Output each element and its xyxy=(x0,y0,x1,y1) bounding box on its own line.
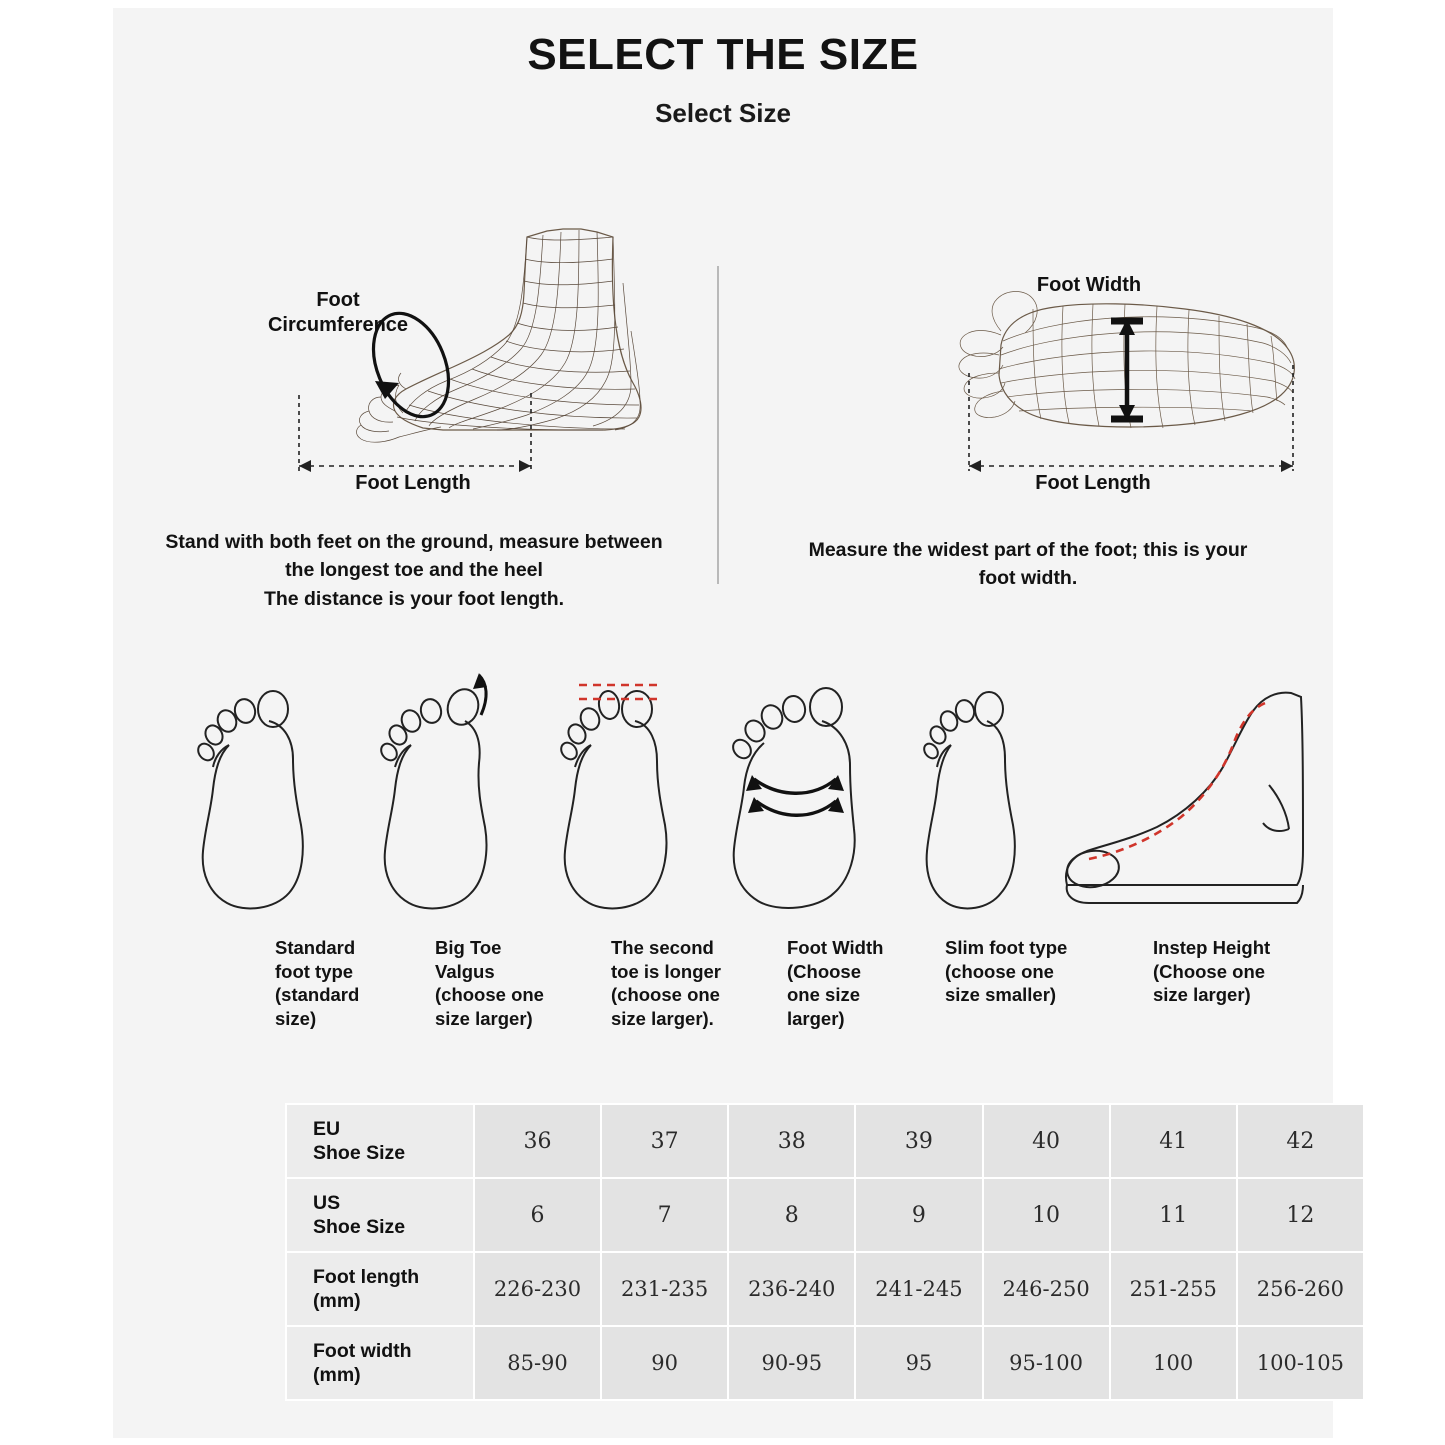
row-header-foot-length: Foot length (mm) xyxy=(286,1252,474,1326)
row-header-foot-width: Foot width (mm) xyxy=(286,1326,474,1400)
foot-type-captions xyxy=(153,936,1313,1056)
cell-length-1: 231-235 xyxy=(601,1252,728,1326)
foot-side-mesh-illustration xyxy=(123,223,713,513)
cell-width-1: 90 xyxy=(601,1326,728,1400)
cell-length-4: 246-250 xyxy=(983,1252,1110,1326)
measure-panel-left xyxy=(123,223,713,513)
foot-type-caption-foot-width: Foot Width (Choose one size larger) xyxy=(787,937,884,1030)
foot-type-illustrations xyxy=(153,663,1313,933)
cell-eu-2: 38 xyxy=(728,1104,855,1178)
cell-eu-4: 40 xyxy=(983,1104,1110,1178)
size-chart-table xyxy=(285,1103,1365,1401)
cell-eu-5: 41 xyxy=(1110,1104,1237,1178)
caption-measure-width: Measure the widest part of the foot; this is your foot width. xyxy=(808,539,1248,590)
foot-slim-icon xyxy=(893,663,1043,923)
cell-width-4: 95-100 xyxy=(983,1326,1110,1400)
foot-type-caption-slim-foot: Slim foot type (choose one size smaller) xyxy=(945,937,1068,1006)
page-title: SELECT THE SIZE xyxy=(527,30,919,79)
table-row xyxy=(286,1326,1364,1400)
row-header-eu: EU Shoe Size xyxy=(286,1104,474,1178)
cell-eu-3: 39 xyxy=(855,1104,982,1178)
size-guide-sheet xyxy=(113,8,1345,1438)
panel-divider xyxy=(717,266,719,584)
cell-length-3: 241-245 xyxy=(855,1252,982,1326)
table-row xyxy=(286,1178,1364,1252)
cell-width-5: 100 xyxy=(1110,1326,1237,1400)
cell-us-5: 11 xyxy=(1110,1178,1237,1252)
foot-wide-icon xyxy=(708,663,878,923)
label-foot-width: Foot Width xyxy=(1036,274,1142,296)
row-header-us: US Shoe Size xyxy=(286,1178,474,1252)
cell-length-5: 251-255 xyxy=(1110,1252,1237,1326)
cell-length-6: 256-260 xyxy=(1237,1252,1364,1326)
cell-us-2: 8 xyxy=(728,1178,855,1252)
foot-type-caption-instep-height: Instep Height (Choose one size larger) xyxy=(1153,937,1271,1006)
cell-us-0: 6 xyxy=(474,1178,601,1252)
cell-us-4: 10 xyxy=(983,1178,1110,1252)
foot-top-mesh-illustration xyxy=(733,223,1323,513)
cell-length-0: 226-230 xyxy=(474,1252,601,1326)
label-foot-circumference: Foot Circumference xyxy=(267,289,409,336)
foot-type-caption-big-toe-valgus: Big Toe Valgus (choose one size larger) xyxy=(435,937,544,1030)
cell-eu-1: 37 xyxy=(601,1104,728,1178)
cell-width-6: 100-105 xyxy=(1237,1326,1364,1400)
foot-type-caption-standard: Standard foot type (standard size) xyxy=(275,937,360,1030)
cell-width-0: 85-90 xyxy=(474,1326,601,1400)
foot-instep-height-icon xyxy=(1053,663,1313,923)
measure-panel-right xyxy=(733,223,1323,513)
page-subtitle: Select Size xyxy=(655,98,791,128)
table-row xyxy=(286,1252,1364,1326)
cell-width-3: 95 xyxy=(855,1326,982,1400)
label-foot-length-left: Foot Length xyxy=(355,472,471,494)
table-row xyxy=(286,1104,1364,1178)
cell-eu-6: 42 xyxy=(1237,1104,1364,1178)
cell-us-6: 12 xyxy=(1237,1178,1364,1252)
foot-second-toe-longer-icon xyxy=(533,663,693,923)
cell-eu-0: 36 xyxy=(474,1104,601,1178)
foot-standard-icon xyxy=(173,663,323,923)
label-foot-length-right: Foot Length xyxy=(1035,472,1151,494)
foot-big-toe-valgus-icon xyxy=(353,663,513,923)
cell-width-2: 90-95 xyxy=(728,1326,855,1400)
caption-measure-length: Stand with both feet on the ground, measure between the longest toe and the heel The distance is your foot length. xyxy=(165,531,663,610)
foot-type-caption-second-toe-longer: The second toe is longer (choose one size larger). xyxy=(611,937,721,1030)
cell-us-1: 7 xyxy=(601,1178,728,1252)
cell-length-2: 236-240 xyxy=(728,1252,855,1326)
cell-us-3: 9 xyxy=(855,1178,982,1252)
